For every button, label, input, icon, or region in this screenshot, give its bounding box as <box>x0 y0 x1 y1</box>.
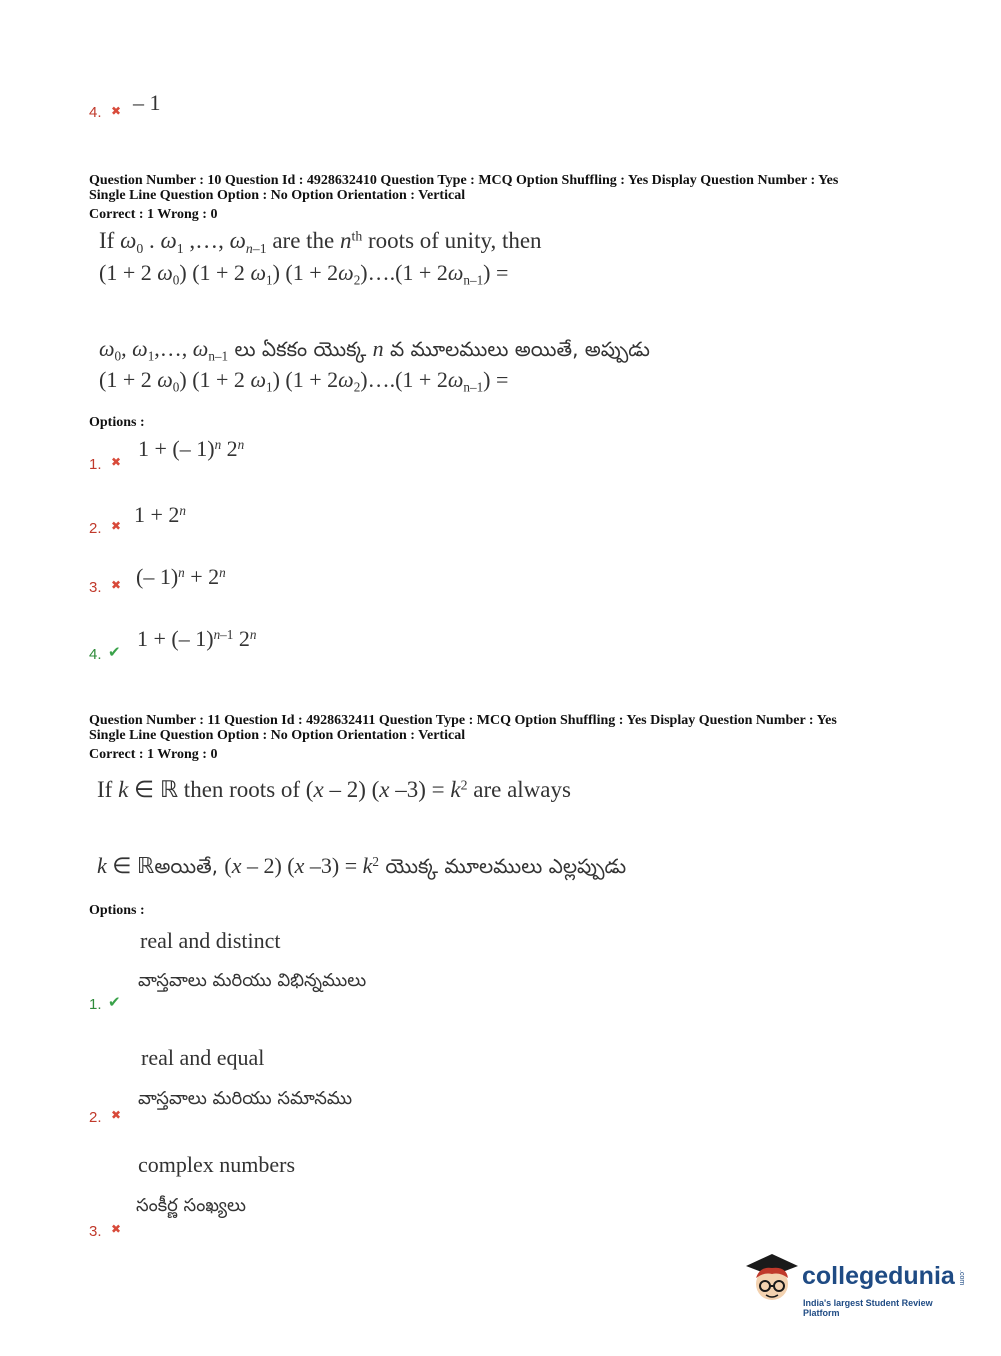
options-label: Options : <box>89 903 145 918</box>
wrong-mark-icon: ✖ <box>111 578 122 592</box>
option-number: 4. <box>89 646 102 663</box>
question-text-en: If $\omega_0$ . $\omega_1$ ,…, $\omega_{n-1}$ are the $n^{th}$ roots of unity, then <box>99 228 542 256</box>
option-number: 2. <box>89 520 102 537</box>
option-number: 4. <box>89 104 102 121</box>
option-1-text-en: real and distinct <box>140 928 281 953</box>
option-2-text-en: real and equal <box>141 1045 265 1070</box>
option-3-text: (– $1)^n + 2^n$ <box>136 564 226 589</box>
wrong-mark-icon: ✖ <box>111 1222 122 1236</box>
option-number: 3. <box>89 579 102 596</box>
question-meta: Question Number : 10 Question Id : 4928632410 Question Type : MCQ Option Shuffling : Yes Display Question Number : Yes Single Line Question Option : No Option Orientation : Vertical Correct : 1 Wrong : 0 <box>89 173 839 222</box>
option-number: 3. <box>89 1223 102 1240</box>
question-text-en: If k ∈ ℝ then roots of (x – 2) (x $-3) = k^2$ are always <box>97 777 571 802</box>
collegedunia-logo <box>742 1248 967 1320</box>
student-mascot-icon <box>742 1248 802 1312</box>
question-text-te: k ∈ ℝఅయితే, (x – 2) (x $-3) = k^2$ యొక్క మూలములు ఎల్లప్పుడు <box>97 853 627 878</box>
option-3-text-en: complex numbers <box>138 1152 296 1177</box>
option-4-text: 1 + (– 1)$^{n-1}$ 2$^n$ <box>137 626 257 651</box>
wrong-mark-icon: ✖ <box>111 1108 122 1122</box>
option-text: – 1 <box>133 90 161 115</box>
correct-check-icon: ✔ <box>108 643 121 661</box>
logo-tagline: India's largest Student Review Platform <box>803 1298 933 1318</box>
option-1-text: 1 + (– 1)$^n$ 2$^n$ <box>138 436 245 461</box>
option-3-text-te: సంకీర్ణ సంఖ్యలు <box>136 1195 246 1216</box>
wrong-mark-icon: ✖ <box>111 104 122 118</box>
options-label: Options : <box>89 415 145 430</box>
option-number: 1. <box>89 996 102 1013</box>
question-meta: Question Number : 11 Question Id : 4928632411 Question Type : MCQ Option Shuffling : Yes Display Question Number : Yes Single Line Question Option : No Option Orientation : Vertical Correct : 1 Wrong : 0 <box>89 713 837 762</box>
question-expression: (1 + 2 $\omega_0$) (1 + 2 $\omega_1$) $(1 + 2\omega_2)\dots.(1 + 2\omega_{n-1})$ = <box>99 260 509 288</box>
logo-suffix: .com <box>958 1270 965 1286</box>
option-2-text-te: వాస్తవాలు మరియు సమానము <box>138 1088 353 1109</box>
option-number: 2. <box>89 1109 102 1126</box>
question-expression-te: (1 + 2 $\omega_0$) (1 + 2 $\omega_1$) $(1 + 2\omega_2)\dots.(1 + 2\omega_{n-1})$ = <box>99 367 509 395</box>
option-1-text-te: వాస్తవాలు మరియు విభిన్నములు <box>138 970 367 991</box>
wrong-mark-icon: ✖ <box>111 519 122 533</box>
wrong-mark-icon: ✖ <box>111 455 122 469</box>
correct-check-icon: ✔ <box>108 993 121 1011</box>
logo-name: collegedunia <box>802 1262 955 1290</box>
option-2-text: $1 + 2^n$ <box>134 502 187 527</box>
option-number: 1. <box>89 456 102 473</box>
question-text-te: $\omega_0$, $\omega_1,\dots$, $\omega_{n-1}$ లు ఏకకం యొక్క n వ మూలములు అయితే, అప్పుడు <box>99 336 650 364</box>
